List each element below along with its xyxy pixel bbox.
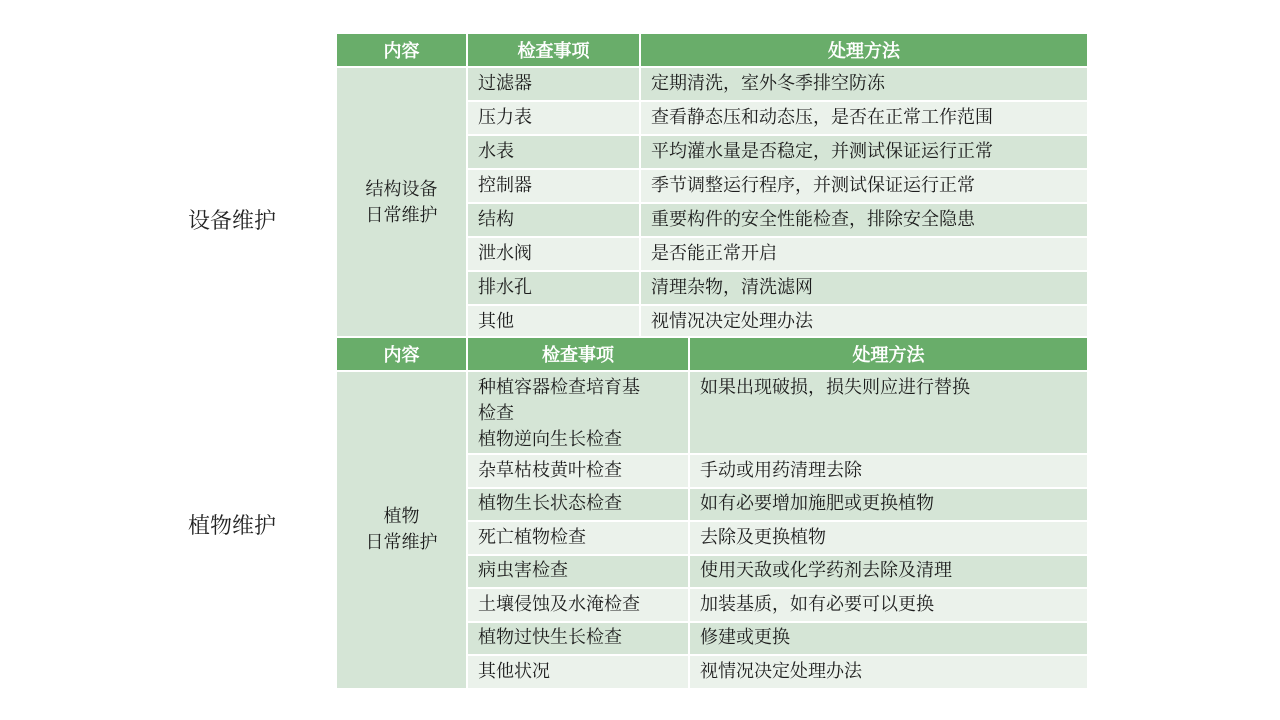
plant-maintenance-table: [335, 336, 1089, 690]
check-item: 压力表: [467, 101, 640, 135]
table-header-row: [336, 33, 1088, 67]
method-cell: 加装基质，如有必要可以更换: [689, 588, 1088, 622]
equipment-maintenance-table: [335, 32, 1089, 340]
method-cell: 修建或更换: [689, 622, 1088, 656]
section-label-plant: 植物维护: [188, 514, 277, 539]
table-row: [336, 67, 1088, 101]
method-cell: 是否能正常开启: [640, 237, 1088, 271]
method-cell: 清理杂物，清洗滤网: [640, 271, 1088, 305]
table-row: [336, 371, 1088, 454]
category-cell: [336, 67, 467, 339]
header-content: 内容: [336, 337, 467, 371]
header-check-items: 检查事项: [467, 337, 689, 371]
method-cell: 定期清洗，室外冬季排空防冻: [640, 67, 1088, 101]
category-line: 日常维护: [365, 205, 438, 226]
check-item: 水表: [467, 135, 640, 169]
method-cell: 重要构件的安全性能检查，排除安全隐患: [640, 203, 1088, 237]
check-item: 植物过快生长检查: [467, 622, 689, 656]
method-cell: 手动或用药清理去除: [689, 454, 1088, 488]
check-item-line: 植物逆向生长检查: [478, 429, 622, 450]
category-line: 结构设备: [365, 179, 438, 200]
check-item: 控制器: [467, 169, 640, 203]
check-item: 其他: [467, 305, 640, 339]
method-cell: 如果出现破损，损失则应进行替换: [689, 371, 1088, 454]
method-cell: 视情况决定处理办法: [640, 305, 1088, 339]
header-method: 处理方法: [640, 33, 1088, 67]
method-cell: 查看静态压和动态压，是否在正常工作范围: [640, 101, 1088, 135]
method-cell: 使用天敌或化学药剂去除及清理: [689, 555, 1088, 589]
header-check-items: 检查事项: [467, 33, 640, 67]
check-item-line: 检查: [478, 403, 514, 424]
category-cell: [336, 371, 467, 689]
check-item-line: 种植容器检查培育基: [478, 377, 640, 398]
header-method: 处理方法: [689, 337, 1088, 371]
check-item: 植物生长状态检查: [467, 488, 689, 522]
method-cell: 平均灌水量是否稳定，并测试保证运行正常: [640, 135, 1088, 169]
method-cell: 去除及更换植物: [689, 521, 1088, 555]
check-item: 排水孔: [467, 271, 640, 305]
check-item: 泄水阀: [467, 237, 640, 271]
check-item: 病虫害检查: [467, 555, 689, 589]
check-item: 其他状况: [467, 655, 689, 689]
table-header-row: [336, 337, 1088, 371]
check-item: 杂草枯枝黄叶检查: [467, 454, 689, 488]
section-label-equipment: 设备维护: [188, 209, 277, 234]
check-item: [467, 371, 689, 454]
method-cell: 如有必要增加施肥或更换植物: [689, 488, 1088, 522]
method-cell: 视情况决定处理办法: [689, 655, 1088, 689]
header-content: 内容: [336, 33, 467, 67]
check-item: 死亡植物检查: [467, 521, 689, 555]
category-line: 植物: [383, 505, 420, 527]
check-item: 土壤侵蚀及水淹检查: [467, 588, 689, 622]
check-item: 结构: [467, 203, 640, 237]
method-cell: 季节调整运行程序，并测试保证运行正常: [640, 169, 1088, 203]
check-item: 过滤器: [467, 67, 640, 101]
category-line: 日常维护: [365, 531, 438, 553]
